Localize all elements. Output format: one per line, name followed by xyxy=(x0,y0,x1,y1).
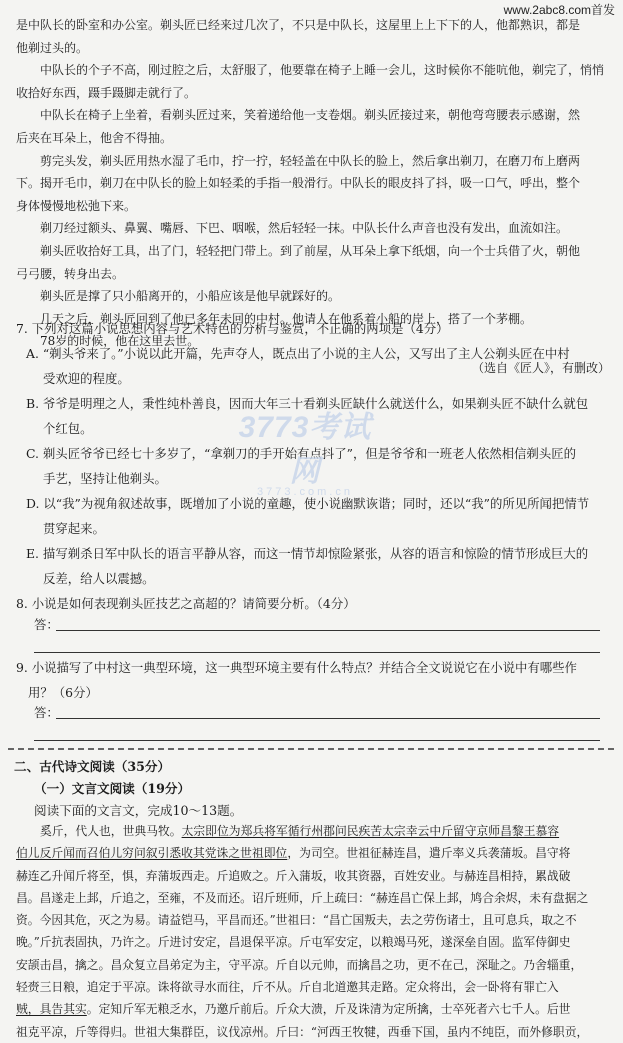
section-divider xyxy=(8,748,614,750)
classical-underlined: 太宗即位为郑兵将军循行州郡问民疾苦太宗幸云中斤留守京师昌黎王慕容 xyxy=(181,824,560,838)
question-9-stem: 9. 小说描写了中村这一典型环境，这一典型环境主要有什么特点？并结合全文说说它在小说中有哪些作 xyxy=(16,660,577,675)
classical-text: ，为司空。世祖征赫连昌，遣斤率义兵袭蒲坂。昌守将 xyxy=(287,846,571,861)
classical-underlined: 贼，具告其实 xyxy=(16,1002,87,1017)
answer-line xyxy=(56,718,600,719)
option-e-cont: 反差，给人以震撼。 xyxy=(43,571,155,586)
question-9-answer[interactable] xyxy=(34,703,600,723)
question-8-answer[interactable] xyxy=(34,615,600,635)
story-line: 身体慢慢地松弛下来。 xyxy=(16,198,137,213)
option-a: A. “剃头爷来了。”小说以此开篇，先声夺人，既点出了小说的主人公，又写出了主人公剃头匠在中村 xyxy=(26,346,570,361)
classical-line: 安颉击昌，擒之。昌众复立昌弟定为主，守平凉。斤自以元帅，而擒昌之功，更不在己，深耻之。乃舍辎重， xyxy=(16,957,583,972)
watermark-logo xyxy=(230,402,380,498)
option-c: C. 剃头匠爷爷已经七十多岁了，“拿剃刀的手开始有点抖了”，但是爷爷和一班老人依然相信剃头匠的 xyxy=(26,446,576,461)
story-line: 几天之后，剃头匠回到了他已多年未回的中村。他请人在他系着小船的岸上，搭了一个茅棚。 xyxy=(40,311,533,326)
classical-line: 祖克平凉，斤等得归。世祖大集群臣，议伐凉州。斤曰：“河西王牧犍，西垂下国，虽内不纯臣，而外修职贡， xyxy=(16,1024,589,1039)
classical-text: 奚斤，代人也，世典马牧。 xyxy=(40,824,182,838)
classical-line: 轻赍三日粮，追定于平凉。诛将欲寻水而往，斤不从。斤自北道邀其走路。定众将出，会一卧将有罪亡入 xyxy=(16,980,559,995)
classical-line: 赫连乙升闻斤将至，惧，弃蒲坂西走。斤追败之。斤入蒲坂，收其资器，百姓安业。与赫连昌相持，累战破 xyxy=(16,868,571,883)
answer-line xyxy=(34,652,600,653)
question-8-stem: 8. 小说是如何表现剃头匠技艺之高超的？请简要分析。（4分） xyxy=(16,596,356,611)
question-9-stem-cont: 用？（6分） xyxy=(28,685,98,700)
option-a-cont: 受欢迎的程度。 xyxy=(43,371,130,386)
story-line: 下。揭开毛巾，剃刀在中队长的脸上如轻柔的手指一般滑行。中队长的眼皮抖了抖，吸一口气，呼出，整个 xyxy=(16,176,581,191)
classical-line: 昌。昌遂走上邽，斤追之，至雍，不及而还。诏斤班师，斤上疏曰：“赫连昌亡保上邽，鸠合余烬，未有盘据之 xyxy=(16,890,589,905)
story-line: 弓弓腰，转身出去。 xyxy=(16,266,125,281)
watermark-url: 3773.com.cn xyxy=(257,486,353,498)
story-line: 他剃过头的。 xyxy=(16,40,89,55)
watermark-title: 3773考试网 xyxy=(238,411,372,488)
story-line: 中队长的个子不高，刚过腔之后，太舒服了，他要靠在椅子上睡一会儿，这时候你不能吭他，剃完了，悄悄 xyxy=(40,63,605,78)
story-line: 剪完头发，剃头匠用热水湿了毛巾，拧一拧，轻轻盖在中队长的脸上，然后拿出剃刀，在磨刀布上磨两 xyxy=(40,153,581,168)
option-e: E. 描写剃杀日军中队长的语言平静从容，而这一情节却惊险紧张，从容的语言和惊险的情节形成巨大的 xyxy=(26,546,589,561)
classical-underlined: 伯儿反斤闻而召伯儿穷问叙引悉收其党诛之世祖即位 xyxy=(16,846,288,861)
option-b-cont: 个红包。 xyxy=(43,421,93,436)
story-line: 收拾好东西，蹑手蹑脚走就行了。 xyxy=(16,85,197,100)
answer-line xyxy=(56,630,600,631)
option-d-cont: 贯穿起来。 xyxy=(43,521,105,536)
story-line: 剃头匠是撑了只小船离开的，小船应该是他早就踩好的。 xyxy=(40,289,341,304)
question-9 xyxy=(16,655,616,705)
answer-label: 答： xyxy=(34,617,59,632)
answer-label: 答： xyxy=(34,705,59,720)
section-2-instruction: 阅读下面的文言文，完成10～13题。 xyxy=(34,803,243,818)
story-line: 后夹在耳朵上，他舍不得抽。 xyxy=(16,130,173,145)
site-header-link[interactable]: www.2abc8.com首发 xyxy=(503,3,615,17)
story-line: 78岁的时候，他在这里去世。 xyxy=(40,334,200,349)
story-line: 中队长在椅子上坐着，看剃头匠过来，笑着递给他一支卷烟。剃头匠接过来，朝他弯弯腰表示感谢，然 xyxy=(40,108,581,123)
story-line: 剃头匠收拾好工具，出了门，轻轻把门带上。到了前屋，从耳朵上拿下纸烟，向一个士兵借了火，朝他 xyxy=(40,243,581,258)
classical-passage xyxy=(16,820,614,1043)
option-c-cont: 手艺，坚持让他剃头。 xyxy=(43,471,167,486)
option-d: D. 以“我”为视角叙述故事，既增加了小说的童趣，使小说幽默诙谐；同时，还以“我”的所见所闻把情节 xyxy=(26,496,590,511)
section-2-subtitle: （一）文言文阅读（19分） xyxy=(34,781,191,796)
question-7-stem: 7. 下列对这篇小说思想内容与艺术特色的分析与鉴赏，不正确的两项是（4分） xyxy=(16,321,449,336)
classical-line: 资。今因其危，灭之为易。请益铠马，平昌而还。”世祖曰：“昌亡国叛夫，去之劳伤诸士，且可息兵，取之不 xyxy=(16,913,577,928)
option-b: B. 爷爷是明理之人，秉性纯朴善良，因而大年三十看剃头匠缺什么就送什么，如果剃头匠不缺什么就包 xyxy=(26,396,589,411)
story-line: 剃刀经过额头、鼻翼、嘴唇、下巴、咽喉，然后轻轻一抹。中队长什么声音也没有发出，血流如注。 xyxy=(40,221,569,236)
answer-line xyxy=(34,740,600,741)
section-2-title: 二、古代诗文阅读（35分） xyxy=(14,759,171,774)
story-source: （选自《匠人》，有删改） xyxy=(471,360,610,375)
classical-line: 晚。”斤抗表固执，乃许之。斤进讨安定，昌退保平凉。斤屯军安定，以粮竭马死，遂深垒自固。监军侍御史 xyxy=(16,935,571,950)
classical-line xyxy=(16,998,614,1020)
classical-text: 。定知斤军无粮乏水，乃邀斤前后。斤众大溃，斤及诛清为定所擒，士卒死者六七千人。后世 xyxy=(86,1002,571,1017)
classical-line xyxy=(16,842,614,864)
story-line: 是中队长的卧室和办公室。剃头匠已经来过几次了，不只是中队长，这屋里上上下下的人，他都熟识，都是 xyxy=(16,18,581,32)
classical-line xyxy=(16,820,614,842)
